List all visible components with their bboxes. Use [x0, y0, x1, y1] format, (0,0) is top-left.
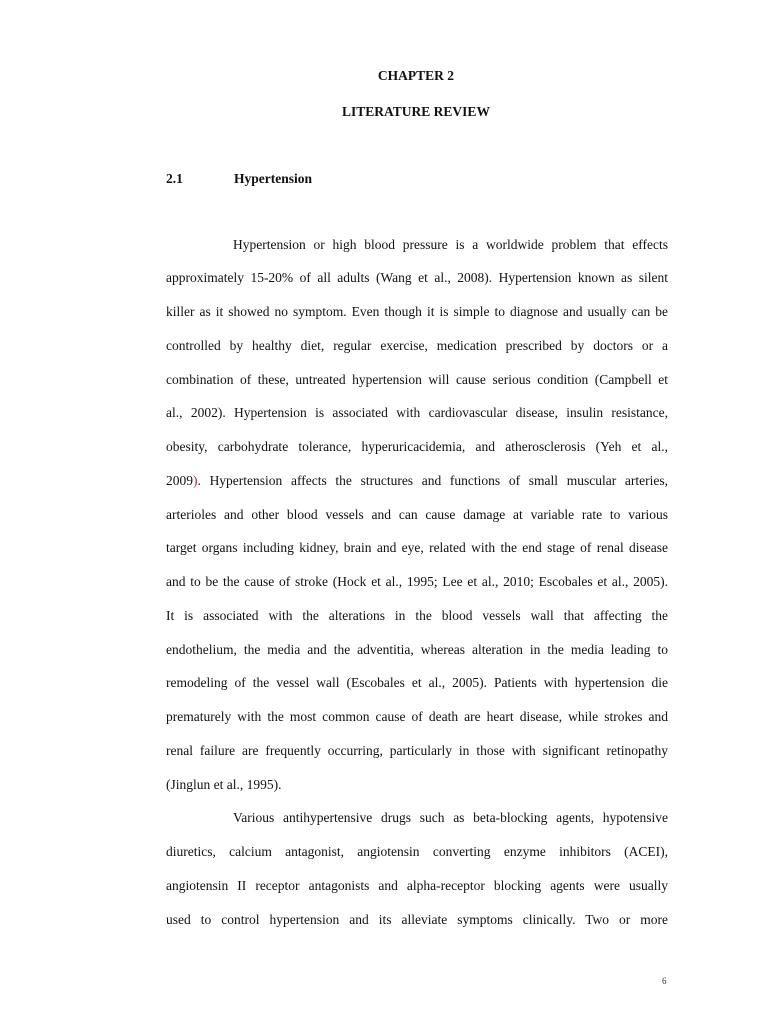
paragraph-1-line-12: It is associated with the alterations in the blood vessels wall that affecting the — [166, 608, 668, 623]
page-number: 6 — [662, 976, 667, 986]
paragraph-1-line-2: approximately 15-20% of all adults (Wang et al., 2008). Hypertension known as silent — [166, 270, 668, 285]
paragraph-1-line-6: al., 2002). Hypertension is associated with cardiovascular disease, insulin resistance, — [166, 405, 668, 420]
paragraph-1-line-11: and to be the cause of stroke (Hock et al., 1995; Lee et al., 2010; Escobales et al., 2005). — [166, 574, 668, 589]
chapter-heading: CHAPTER 2 — [377, 68, 455, 83]
chapter-title: LITERATURE REVIEW — [342, 104, 490, 119]
section-title: Hypertension — [234, 171, 313, 186]
paragraph-1-line-1: Hypertension or high blood pressure is a worldwide problem that effects — [233, 237, 668, 252]
paragraph-1-line-7: obesity, carbohydrate tolerance, hyperuricacidemia, and atherosclerosis (Yeh et al., — [166, 439, 668, 454]
section-heading — [166, 171, 312, 187]
paragraph-2-line-1: Various antihypertensive drugs such as beta-blocking agents, hypotensive — [233, 810, 668, 825]
paragraph-2-line-4: used to control hypertension and its alleviate symptoms clinically. Two or more — [166, 912, 668, 927]
paragraph-1-line-5: combination of these, untreated hypertension will cause serious condition (Campbell et — [166, 372, 668, 387]
paragraph-1-line-9: arterioles and other blood vessels and can cause damage at variable rate to various — [166, 507, 668, 522]
paragraph-1-line-16: renal failure are frequently occurring, particularly in those with significant retinopathy — [166, 743, 668, 758]
section-number: 2.1 — [166, 171, 183, 186]
paragraph-1-line-15: prematurely with the most common cause of death are heart disease, while strokes and — [166, 709, 668, 724]
paragraph-1-line-10: target organs including kidney, brain and eye, related with the end stage of renal disease — [166, 540, 668, 555]
citation-close-paren: ) — [193, 473, 198, 488]
paragraph-1-line-8 — [166, 472, 668, 490]
paragraph-1-line-14: remodeling of the vessel wall (Escobales et al., 2005). Patients with hypertension die — [166, 675, 668, 690]
paragraph-2-line-2: diuretics, calcium antagonist, angiotensin converting enzyme inhibitors (ACEI), — [166, 844, 668, 859]
paragraph-2-line-3: angiotensin II receptor antagonists and alpha-receptor blocking agents were usually — [166, 878, 668, 893]
paragraph-1-line-3: killer as it showed no symptom. Even though it is simple to diagnose and usually can be — [166, 304, 668, 319]
paragraph-1-line-4: controlled by healthy diet, regular exercise, medication prescribed by doctors or a — [166, 338, 668, 353]
paragraph-1-line-17: (Jinglun et al., 1995). — [166, 777, 282, 792]
line-8-text: . Hypertension affects the structures and functions of small muscular arteries, — [197, 473, 668, 488]
paragraph-1-line-13: endothelium, the media and the adventitia, whereas alteration in the media leading to — [166, 642, 668, 657]
citation-year: 2009 — [166, 473, 193, 488]
